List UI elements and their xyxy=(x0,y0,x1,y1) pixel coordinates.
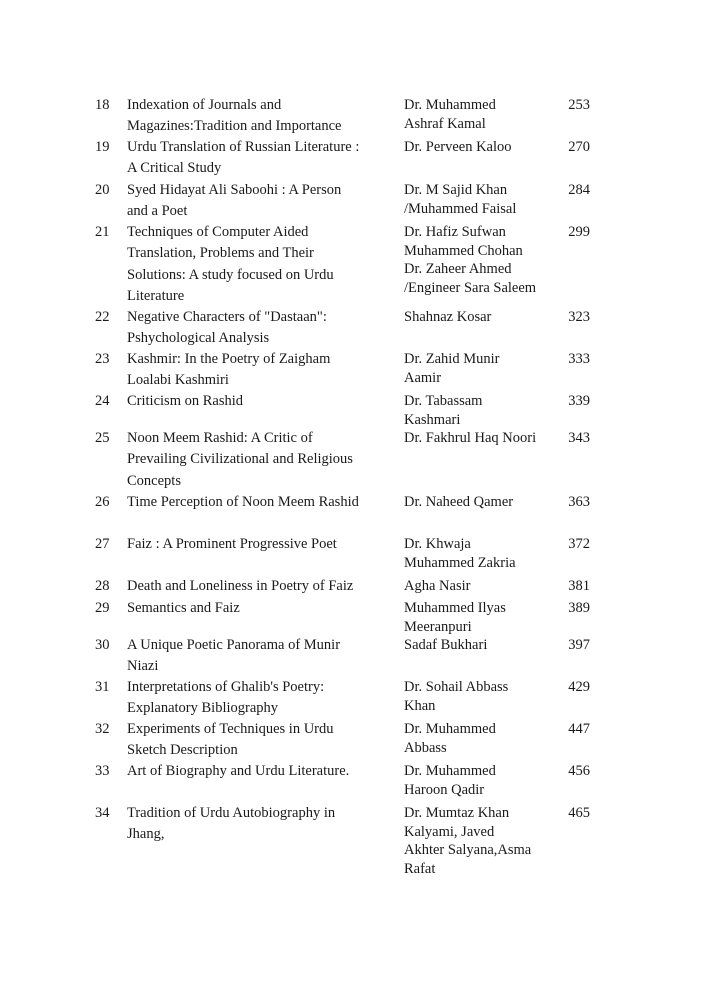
entry-page-number: 299 xyxy=(568,224,590,240)
entry-title-line: Semantics and Faiz xyxy=(127,600,240,616)
entry-author-line: Dr. Muhammed xyxy=(404,721,496,737)
entry-author-line: Dr. Hafiz Sufwan xyxy=(404,224,506,240)
entry-author-line: Dr. Tabassam xyxy=(404,393,483,409)
entry-page-number: 284 xyxy=(568,182,590,198)
entry-author-line: Dr. Perveen Kaloo xyxy=(404,139,512,155)
entry-title-line: Time Perception of Noon Meem Rashid xyxy=(127,494,359,510)
entry-author-line: Sadaf Bukhari xyxy=(404,637,488,653)
entry-author-line: Ashraf Kamal xyxy=(404,115,486,132)
entry-author-line: Aamir xyxy=(404,369,442,386)
entry-author-line: Dr. Sohail Abbass xyxy=(404,679,509,695)
entry-author-line: Dr. Muhammed xyxy=(404,763,496,779)
entry-title-line: Noon Meem Rashid: A Critic of xyxy=(127,430,313,446)
entry-page-number: 389 xyxy=(568,600,590,616)
entry-author-line: Khan xyxy=(404,697,436,714)
entry-title-line: Techniques of Computer Aided xyxy=(127,224,309,240)
entry-page-number: 456 xyxy=(568,763,590,779)
entry-number: 26 xyxy=(95,494,110,510)
entry-author-line: Dr. M Sajid Khan xyxy=(404,182,508,198)
entry-author-line: Dr. Khwaja xyxy=(404,536,471,552)
entry-number: 24 xyxy=(95,393,110,409)
entry-page-number: 429 xyxy=(568,679,590,695)
entry-author-line: Dr. Zahid Munir xyxy=(404,351,500,367)
entry-page-number: 465 xyxy=(568,805,590,821)
entry-title-line: A Unique Poetic Panorama of Munir xyxy=(127,637,341,653)
entry-title-line: Solutions: A study focused on Urdu xyxy=(127,266,334,283)
entry-author-line: Muhammed Ilyas xyxy=(404,600,506,616)
entry-number: 18 xyxy=(95,97,110,113)
entry-author-line: Agha Nasir xyxy=(404,578,471,594)
entry-title-line: Death and Loneliness in Poetry of Faiz xyxy=(127,578,354,594)
entry-title-line: Art of Biography and Urdu Literature. xyxy=(127,763,350,779)
entry-page-number: 333 xyxy=(568,351,590,367)
entry-author-line: Shahnaz Kosar xyxy=(404,309,492,325)
entry-author-line: Muhammed Chohan xyxy=(404,242,523,259)
entry-title-line: Interpretations of Ghalib's Poetry: xyxy=(127,679,325,695)
entry-title-line: Sketch Description xyxy=(127,742,238,759)
entry-title-line: Literature xyxy=(127,287,185,304)
entry-author-line: Dr. Zaheer Ahmed xyxy=(404,261,512,277)
entry-title-line: Experiments of Techniques in Urdu xyxy=(127,721,334,737)
entry-author-line: Akhter Salyana,Asma xyxy=(404,842,532,858)
entry-author-line: Kalyami, Javed xyxy=(404,823,495,840)
entry-number: 32 xyxy=(95,721,110,737)
entry-author-line: Rafat xyxy=(404,860,436,877)
entry-author-line: Kashmari xyxy=(404,411,461,428)
entry-page-number: 339 xyxy=(568,393,590,409)
entry-title-line: Syed Hidayat Ali Saboohi : A Person xyxy=(127,182,342,198)
entry-page-number: 323 xyxy=(568,309,590,325)
entry-title-line: Indexation of Journals and xyxy=(127,97,282,113)
entry-number: 33 xyxy=(95,763,110,779)
entry-author-line: Muhammed Zakria xyxy=(404,554,516,571)
entry-author-line: /Engineer Sara Saleem xyxy=(404,279,537,296)
entry-title-line: Explanatory Bibliography xyxy=(127,700,279,717)
entry-number: 19 xyxy=(95,139,110,155)
entry-title-line: Jhang, xyxy=(127,826,165,843)
entry-number: 22 xyxy=(95,309,110,325)
entry-number: 20 xyxy=(95,182,110,198)
entry-number: 31 xyxy=(95,679,110,695)
entry-author-line: Dr. Muhammed xyxy=(404,97,496,113)
entry-author-line: Meeranpuri xyxy=(404,618,472,635)
entry-page-number: 253 xyxy=(568,97,590,113)
entry-author-line: Abbass xyxy=(404,739,447,756)
entry-title-line: Faiz : A Prominent Progressive Poet xyxy=(127,536,337,552)
entry-number: 29 xyxy=(95,600,110,616)
entry-page-number: 372 xyxy=(568,536,590,552)
entry-number: 34 xyxy=(95,805,110,821)
entry-page-number: 270 xyxy=(568,139,590,155)
entry-title-line: Prevailing Civilizational and Religious xyxy=(127,451,353,468)
entry-title-line: Magazines:Tradition and Importance xyxy=(127,118,342,135)
entry-title-line: Negative Characters of "Dastaan": xyxy=(127,309,327,325)
entry-author-line: Haroon Qadir xyxy=(404,781,485,798)
entry-page-number: 363 xyxy=(568,494,590,510)
entry-title-line: Criticism on Rashid xyxy=(127,393,243,409)
entry-author-line: Dr. Mumtaz Khan xyxy=(404,805,510,821)
entry-page-number: 343 xyxy=(568,430,590,446)
entry-title-line: Loalabi Kashmiri xyxy=(127,372,229,389)
entry-page-number: 397 xyxy=(568,637,590,653)
entry-author-line: /Muhammed Faisal xyxy=(404,200,517,217)
entry-title-line: A Critical Study xyxy=(127,160,222,177)
entry-author-line: Dr. Naheed Qamer xyxy=(404,494,514,510)
entry-title-line: Urdu Translation of Russian Literature : xyxy=(127,139,360,155)
entry-number: 25 xyxy=(95,430,110,446)
entry-page-number: 447 xyxy=(568,721,590,737)
entry-page-number: 381 xyxy=(568,578,590,594)
entry-title-line: Tradition of Urdu Autobiography in xyxy=(127,805,336,821)
entry-number: 30 xyxy=(95,637,110,653)
entry-title-line: Concepts xyxy=(127,472,181,489)
entry-title-line: Kashmir: In the Poetry of Zaigham xyxy=(127,351,331,367)
entry-number: 28 xyxy=(95,578,110,594)
entry-title-line: and a Poet xyxy=(127,203,188,220)
entry-title-line: Pshychological Analysis xyxy=(127,330,270,347)
entry-number: 27 xyxy=(95,536,110,552)
entry-number: 23 xyxy=(95,351,110,367)
entry-title-line: Translation, Problems and Their xyxy=(127,245,314,262)
entry-author-line: Dr. Fakhrul Haq Noori xyxy=(404,430,537,446)
entry-title-line: Niazi xyxy=(127,658,159,675)
entry-number: 21 xyxy=(95,224,110,240)
